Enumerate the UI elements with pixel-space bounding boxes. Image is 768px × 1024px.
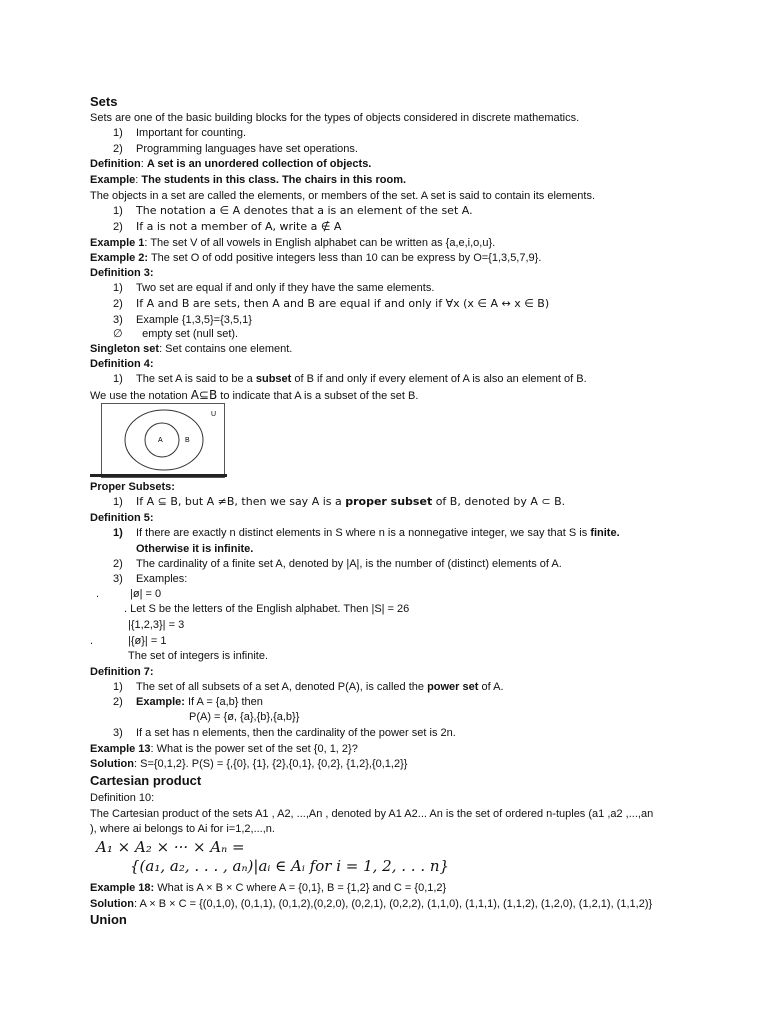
list-item: If A ⊆ B, but A ≠B, then we say A is a proper subset of B, denoted by A ⊂ B. (136, 495, 566, 508)
example-line: |ø| = 0 (130, 588, 162, 600)
venn-svg (102, 404, 224, 477)
union-heading: Union (90, 912, 127, 927)
set-b-label: B (185, 437, 190, 444)
formula-line-1: A₁ × A₂ × ··· × Aₙ = (96, 838, 245, 856)
proper-subsets-heading: Proper Subsets: (90, 481, 175, 493)
list-item: The notation a ∈ A denotes that a is an element of the set A. (136, 204, 473, 217)
cartesian-text: The Cartesian product of the sets A1 , A2, ...,An , denoted by A1 A2... An is the set of ordered n-tuples (a1 ,a2 ,...,an (90, 808, 654, 820)
set-a-ellipse (125, 410, 203, 470)
list-number: 1) (113, 373, 123, 385)
example-13: Example 13: What is the power set of the set {0, 1, 2}? (90, 743, 358, 755)
empty-set-symbol: ∅ (113, 328, 123, 340)
list-item: Example: If A = {a,b} then (136, 696, 263, 708)
definition-3-heading: Definition 3: (90, 267, 154, 279)
list-item: Two set are equal if and only if they have the same elements. (136, 282, 435, 294)
list-item: The set of all subsets of a set A, denoted P(A), is called the power set of A. (136, 681, 504, 693)
universe-label: U (211, 411, 217, 418)
list-number: 1) (113, 681, 123, 693)
list-number: 2) (113, 221, 123, 233)
list-number: 3) (113, 573, 123, 585)
list-item: If a set has n elements, then the cardinality of the power set is 2n. (136, 727, 456, 739)
list-number: 3) (113, 727, 123, 739)
list-item: empty set (null set). (136, 328, 239, 340)
notation-line: We use the notation A⊆B to indicate that A is a subset of the set B. (90, 388, 419, 402)
list-item: The set A is said to be a subset of B if and only if every element of A is also an element of B. (136, 373, 587, 385)
sets-heading: Sets (90, 94, 118, 109)
solution-13: Solution: S={0,1,2}. P(S) = {,{0}, {1}, {2},{0,1}, {0,2}, {1,2},{0,1,2}} (90, 758, 408, 770)
list-item: Examples: (136, 573, 188, 585)
definition-10-label: Definition 10: (90, 792, 155, 804)
list-number: 2) (113, 696, 123, 708)
list-item: Example {1,3,5}={3,5,1} (136, 314, 252, 326)
list-number: 2) (113, 143, 123, 155)
bullet-dot: . (90, 635, 94, 647)
elements-text: The objects in a set are called the elements, or members of the set. A set is said to contain its elements. (90, 190, 596, 202)
example-line: |{ø}| = 1 (128, 635, 167, 647)
cartesian-text-continued: ), where ai belongs to Ai for i=1,2,...,n. (90, 823, 275, 835)
list-number: 1) (113, 205, 123, 217)
power-set-example: P(A) = {ø, {a},{b},{a,b}} (189, 711, 300, 723)
list-item: The cardinality of a finite set A, denoted by |A|, is the number of (distinct) elements of A. (136, 558, 562, 570)
example-1: Example 1: The set V of all vowels in English alphabet can be written as {a,e,i,o,u}. (90, 237, 496, 249)
singleton-set: Singleton set: Set contains one element. (90, 343, 293, 355)
list-item: If a is not a member of A, write a ∉ A (136, 220, 342, 233)
definition-1: Definition: A set is an unordered collection of objects. (90, 158, 372, 170)
list-item: If there are exactly n distinct elements in S where n is a nonnegative integer, we say that S is finite. (136, 527, 620, 539)
example: Example: The students in this class. The chairs in this room. (90, 174, 407, 186)
example-2: Example 2: The set O of odd positive integers less than 10 can be express by O={1,3,5,7,9}. (90, 252, 542, 264)
list-item: Important for counting. (136, 127, 247, 139)
example-line: . Let S be the letters of the English alphabet. Then |S| = 26 (124, 603, 410, 615)
intro-text: Sets are one of the basic building blocks for the types of objects considered in discrete mathematics. (90, 112, 580, 124)
bullet-dot: . (96, 588, 100, 600)
solution-18: Solution: A × B × C = {(0,1,0), (0,1,1), (0,1,2),(0,2,0), (0,2,1), (0,2,2), (1,1,0), (1,1,1), (1,1,2), (1,2,0), (1,2,1), (1,1,2)} (90, 898, 653, 910)
list-number: 1) (113, 496, 123, 508)
definition-7-heading: Definition 7: (90, 666, 154, 678)
definition-5-heading: Definition 5: (90, 512, 154, 524)
formula-line-2: {(a₁, a₂, . . . , aₙ)|aᵢ ∈ Aᵢ for i = 1, 2, . . . n} (130, 857, 450, 875)
example-18: Example 18: What is A × B × C where A = {0,1}, B = {1,2} and C = {0,1,2} (90, 882, 447, 894)
list-number: 2) (113, 558, 123, 570)
divider-rule (90, 474, 227, 477)
cartesian-heading: Cartesian product (90, 773, 202, 788)
list-number: 2) (113, 298, 123, 310)
example-line: The set of integers is infinite. (128, 650, 269, 662)
list-number: 1) (113, 127, 123, 139)
definition-4-heading: Definition 4: (90, 358, 154, 370)
list-number: 1) (113, 527, 123, 539)
example-line: |{1,2,3}| = 3 (128, 619, 185, 631)
set-a-label: A (158, 437, 163, 444)
list-item: Programming languages have set operations. (136, 143, 358, 155)
list-number: 1) (113, 282, 123, 294)
venn-diagram (101, 403, 225, 478)
list-number: 3) (113, 314, 123, 326)
list-item-continued: Otherwise it is infinite. (136, 543, 254, 555)
list-item: If A and B are sets, then A and B are equal if and only if ∀x (x ∈ A ↔ x ∈ B) (136, 297, 550, 310)
